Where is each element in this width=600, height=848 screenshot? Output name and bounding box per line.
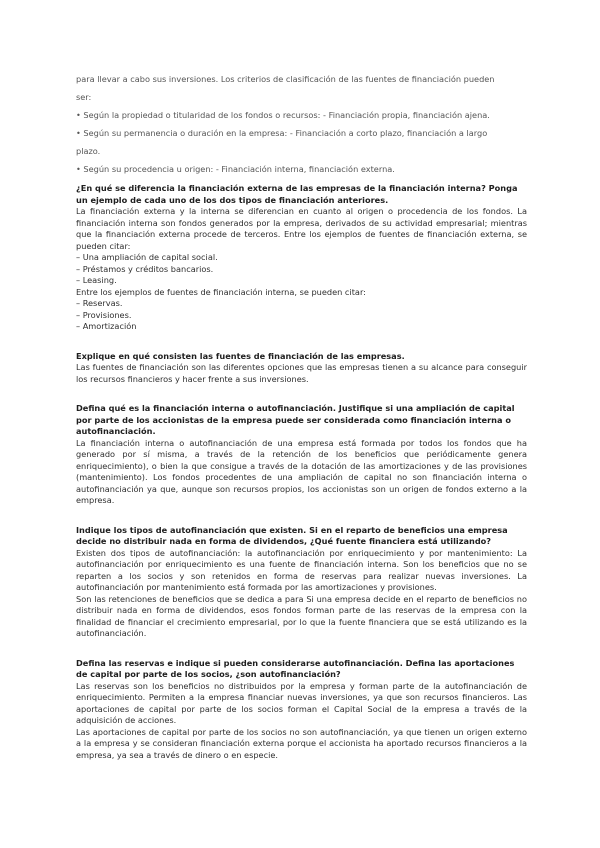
intro-section (76, 70, 536, 178)
list-item: – Leasing. (76, 275, 117, 285)
answer-paragraph: Son las retenciones de beneficios que se dedica a para Si una empresa decide en el reparto de beneficios no distribuir nada en forma de dividendos, esos fondos forman parte de las reservas de la empresa con la finalidad de financiar el crecimiento empresarial, por lo que la fuente financiera que se está utilizando es la autofinanciación. (76, 593, 527, 638)
qa-section-5 (76, 658, 527, 762)
question-heading: ¿En qué se diferencia la financiación externa de las empresas de la financiación interna? Ponga un ejemplo de cada uno de los dos tipos de financiación anteriores. (76, 183, 518, 205)
intro-text-line: para llevar a cabo sus inversiones. Los criterios de clasificación de las fuentes de financiación pueden (76, 74, 495, 84)
question-heading: Defina qué es la financiación interna o autofinanciación. Justifique si una ampliación de capital por parte de los accionistas de la empresa puede ser considerada como financiación interna o autofinanciación. (76, 403, 515, 436)
list-item: – Préstamos y créditos bancarios. (76, 263, 214, 274)
answer-paragraph: La financiación externa y la interna se diferencian en cuanto al origen o procedencia de los fondos. La financiación interna son fondos generados por la empresa, derivados de su actividad empresarial; mientras que la financiación externa procede de terceros. Entre los ejemplos de fuentes de financiación externa, se pueden citar: (76, 206, 527, 251)
question-heading: Indique los tipos de autofinanciación que existen. Si en el reparto de beneficios una empresa decide no distribuir nada en forma de dividendos, ¿Qué fuente financiera está utilizando? (76, 524, 508, 546)
intro-bullet-permanencia: • Según su permanencia o duración en la empresa: - Financiación a corto plazo, financiación a largo (76, 128, 488, 138)
answer-paragraph: Entre los ejemplos de fuentes de financiación interna, se pueden citar: (76, 286, 366, 297)
answer-paragraph: Existen dos tipos de autofinanciación: la autofinanciación por enriquecimiento y por mantenimiento: La autofinanciación por enriquecimiento es una fuente de financiación interna. Son los beneficios que no se reparten a los socios y son retenidos en forma de reservas para realizar nuevas inversiones. La autofinanciación por mantenimiento está formada por las amortizaciones y provisiones. (76, 547, 527, 592)
list-item: – Reservas. (76, 298, 123, 308)
answer-paragraph: Las fuentes de financiación son las diferentes opciones que las empresas tienen a su alcance para conseguir los recursos financieros y hacer frente a sus inversiones. (76, 362, 527, 384)
intro-bullet-permanencia-cont: plazo. (76, 146, 101, 156)
answer-paragraph: La financiación interna o autofinanciación de una empresa está formada por todos los fondos que ha generado por sí misma, a través de la retención de los beneficios que periódicamente genera enriquecimiento), o bien la que consigue a través de la dotación de las amortizaciones y de las provisiones (mantenimiento). Los fondos procedentes de una ampliación de capital no son financiación interna o autofinanciación ya que, aunque son recursos propios, los accionistas son un origen de fondos externo a la empresa. (76, 437, 527, 505)
intro-text-line: ser: (76, 92, 92, 102)
qa-section-4 (76, 525, 527, 640)
question-heading: Defina las reservas e indique si pueden considerarse autofinanciación. Defina las aportaciones de capital por parte de los socios, ¿son autofinanciación? (76, 657, 515, 679)
qa-section-3 (76, 403, 527, 507)
list-item: – Amortización (76, 321, 137, 331)
answer-paragraph: Las reservas son los beneficios no distribuidos por la empresa y forman parte de la autofinanciación de enriquecimiento. Permiten a la empresa financiar nuevas inversiones, ya que son recursos financieros. Las aportaciones de capital por parte de los socios forman el Capital Social de la empresa a través de la adquisición de acciones. (76, 680, 527, 725)
question-heading: Explique en qué consisten las fuentes de financiación de las empresas. (76, 350, 405, 361)
list-item: – Provisiones. (76, 309, 132, 320)
qa-section-1 (76, 183, 527, 333)
intro-bullet-propiedad: • Según la propiedad o titularidad de los fondos o recursos: - Financiación propia, financiación ajena. (76, 110, 490, 120)
list-item: – Una ampliación de capital social. (76, 252, 218, 262)
intro-bullet-procedencia: • Según su procedencia u origen: - Financiación interna, financiación externa. (76, 164, 395, 174)
answer-paragraph: Las aportaciones de capital por parte de los socios no son autofinanciación, ya que tienen un origen externo a la empresa y se consideran financiación externa porque el accionista ha aportado recursos financieros a la empresa, ya sea a través de dinero o en especie. (76, 726, 527, 760)
qa-content (76, 183, 527, 761)
qa-section-2 (76, 351, 527, 386)
